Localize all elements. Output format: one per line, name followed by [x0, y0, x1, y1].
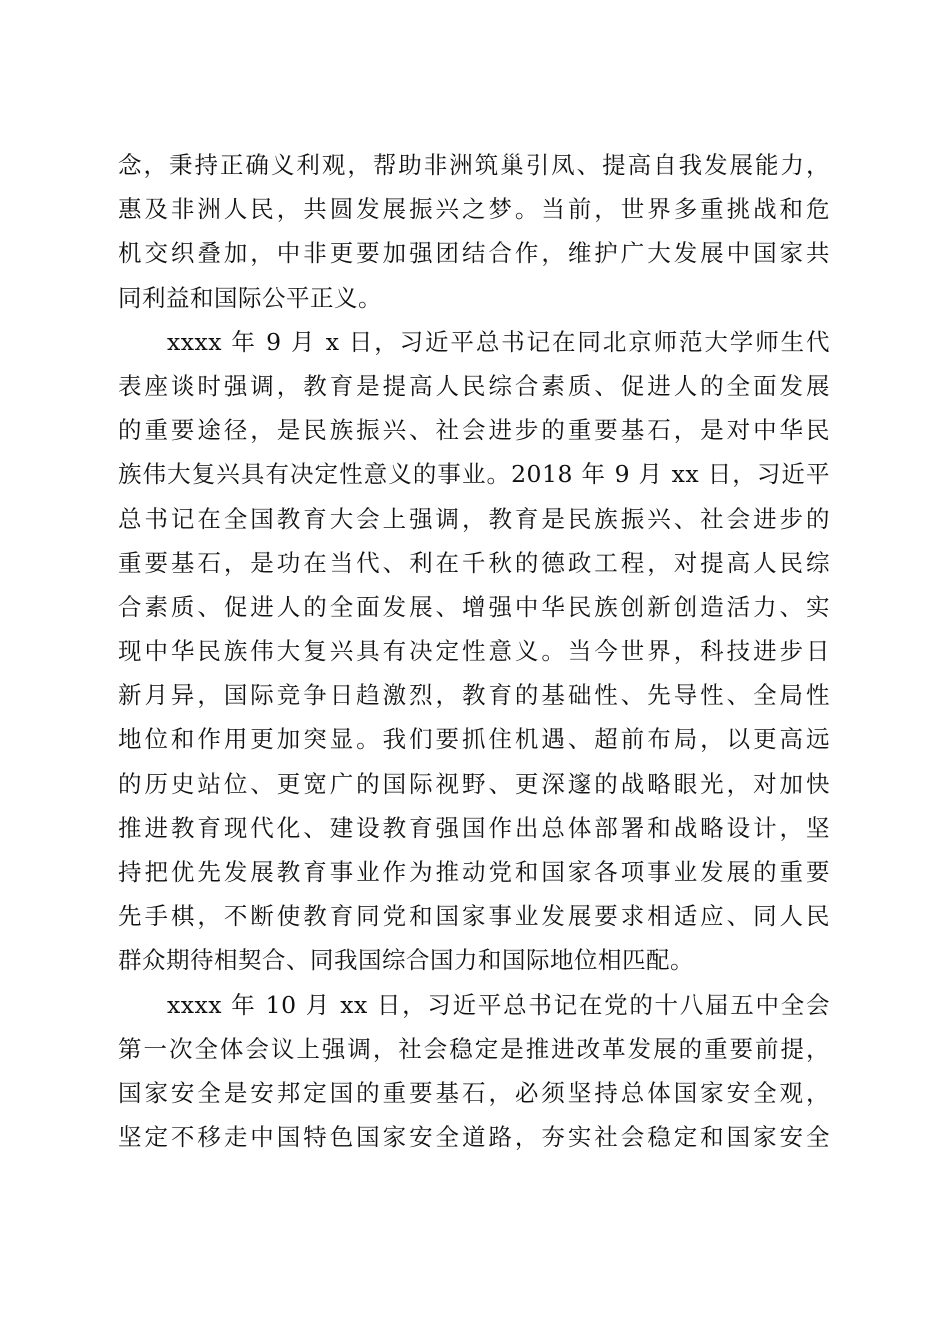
paragraph-first-line: xxxx 年 10 月 xx 日，习近平总书记在党的十八届五中全会	[167, 990, 830, 1019]
text-line: 重要基石，是功在当代、利在千秋的德政工程，对提高人民综	[118, 548, 830, 577]
text-line: 总书记在全国教育大会上强调，教育是民族振兴、社会进步的	[118, 504, 830, 533]
text-line: 惠及非洲人民，共圆发展振兴之梦。当前，世界多重挑战和危	[118, 195, 830, 224]
text-line: 新月异，国际竞争日趋激烈，教育的基础性、先导性、全局性	[118, 681, 830, 710]
text-line: 现中华民族伟大复兴具有决定性意义。当今世界，科技进步日	[118, 637, 830, 666]
text-line: 机交织叠加，中非更要加强团结合作，维护广大发展中国家共	[118, 239, 830, 268]
text-line: 群众期待相契合、同我国综合国力和国际地位相匹配。	[118, 946, 694, 975]
text-line: 坚定不移走中国特色国家安全道路，夯实社会稳定和国家安全	[118, 1123, 830, 1152]
body-text	[118, 143, 830, 1159]
text-line: 先手棋，不断使教育同党和国家事业发展要求相适应、同人民	[118, 902, 830, 931]
text-line: 的历史站位、更宽广的国际视野、更深邃的战略眼光，对加快	[118, 769, 830, 798]
text-line: 推进教育现代化、建设教育强国作出总体部署和战略设计，坚	[118, 813, 830, 842]
paragraph-first-line: xxxx 年 9 月 x 日，习近平总书记在同北京师范大学师生代	[167, 327, 830, 356]
text-line: 表座谈时强调，教育是提高人民综合素质、促进人的全面发展	[118, 371, 830, 400]
text-line: 族伟大复兴具有决定性意义的事业。2018 年 9 月 xx 日，习近平	[118, 460, 830, 489]
text-line: 的重要途径，是民族振兴、社会进步的重要基石，是对中华民	[118, 416, 830, 445]
text-line: 同利益和国际公平正义。	[118, 283, 382, 312]
text-line: 持把优先发展教育事业作为推动党和国家各项事业发展的重要	[118, 858, 830, 886]
text-line: 第一次全体会议上强调，社会稳定是推进改革发展的重要前提，	[118, 1034, 830, 1063]
text-line: 国家安全是安邦定国的重要基石，必须坚持总体国家安全观，	[118, 1078, 830, 1107]
text-line: 合素质、促进人的全面发展、增强中华民族创新创造活力、实	[118, 592, 830, 621]
text-line: 念，秉持正确义利观，帮助非洲筑巢引凤、提高自我发展能力，	[118, 151, 830, 179]
text-line: 地位和作用更加突显。我们要抓住机遇、超前布局，以更高远	[118, 725, 830, 754]
